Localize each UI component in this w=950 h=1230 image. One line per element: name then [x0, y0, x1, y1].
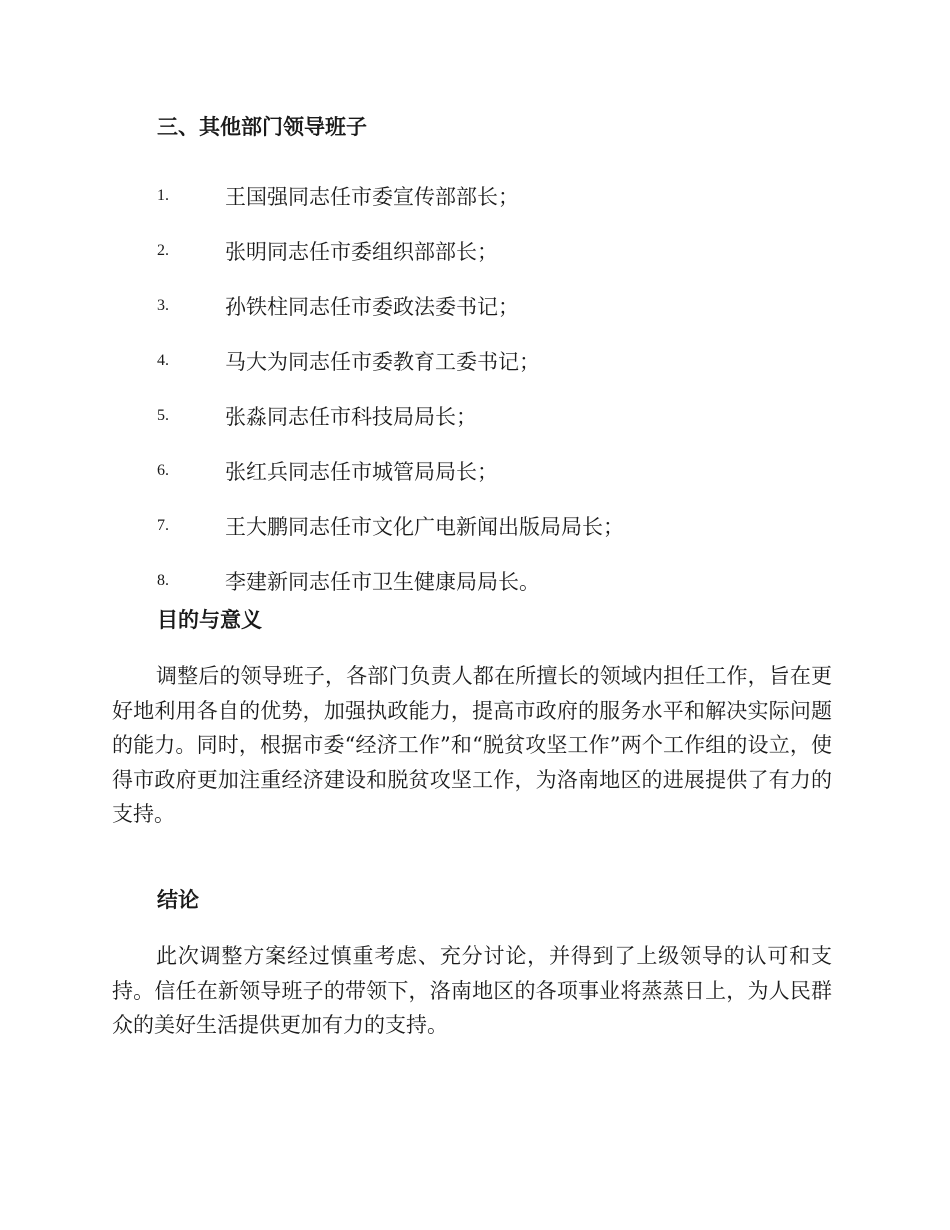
list-text: 马大为同志任市委教育工委书记； — [225, 349, 540, 374]
list-text: 孙铁柱同志任市委政法委书记； — [225, 294, 519, 319]
list-item — [157, 168, 624, 223]
list-text: 王大鹏同志任市文化广电新闻出版局局长； — [225, 514, 624, 539]
conclusion-paragraph: 此次调整方案经过慎重考虑、充分讨论，并得到了上级领导的认可和支持。信任在新领导班子的带领下，洛南地区的各项事业将蒸蒸日上，为人民群众的美好生活提供更加有力的支持。 — [112, 944, 832, 1037]
list-number: 4. — [157, 351, 169, 369]
list-item — [157, 333, 624, 388]
list-number: 6. — [157, 461, 169, 479]
list-item — [157, 553, 624, 608]
list-text: 王国强同志任市委宣传部部长； — [225, 184, 519, 209]
list-number: 2. — [157, 241, 169, 259]
list-number: 5. — [157, 406, 169, 424]
list-item — [157, 278, 624, 333]
list-text: 张红兵同志任市城管局局长； — [225, 459, 498, 484]
list-item — [157, 498, 624, 553]
list-number: 1. — [157, 186, 169, 204]
appointment-list — [157, 168, 624, 608]
list-text: 张明同志任市委组织部部长； — [225, 239, 498, 264]
list-number: 3. — [157, 296, 169, 314]
conclusion-heading: 结论 — [157, 888, 199, 912]
list-number: 7. — [157, 516, 169, 534]
section-title: 三、其他部门领导班子 — [157, 115, 367, 139]
purpose-heading: 目的与意义 — [157, 608, 262, 632]
list-text: 李建新同志任市卫生健康局局长。 — [225, 569, 540, 594]
purpose-paragraph: 调整后的领导班子，各部门负责人都在所擅长的领域内担任工作，旨在更好地利用各自的优势，加强执政能力，提高市政府的服务水平和解决实际问题的能力。同时，根据市委“经济工作”和“脱贫攻坚工作”两个工作组的设立，使得市政府更加注重经济建设和脱贫攻坚工作，为洛南地区的进展提供了有力的支持。 — [112, 664, 832, 826]
list-item — [157, 388, 624, 443]
list-item — [157, 443, 624, 498]
list-text: 张淼同志任市科技局局长； — [225, 404, 477, 429]
list-number: 8. — [157, 571, 169, 589]
list-item — [157, 223, 624, 278]
